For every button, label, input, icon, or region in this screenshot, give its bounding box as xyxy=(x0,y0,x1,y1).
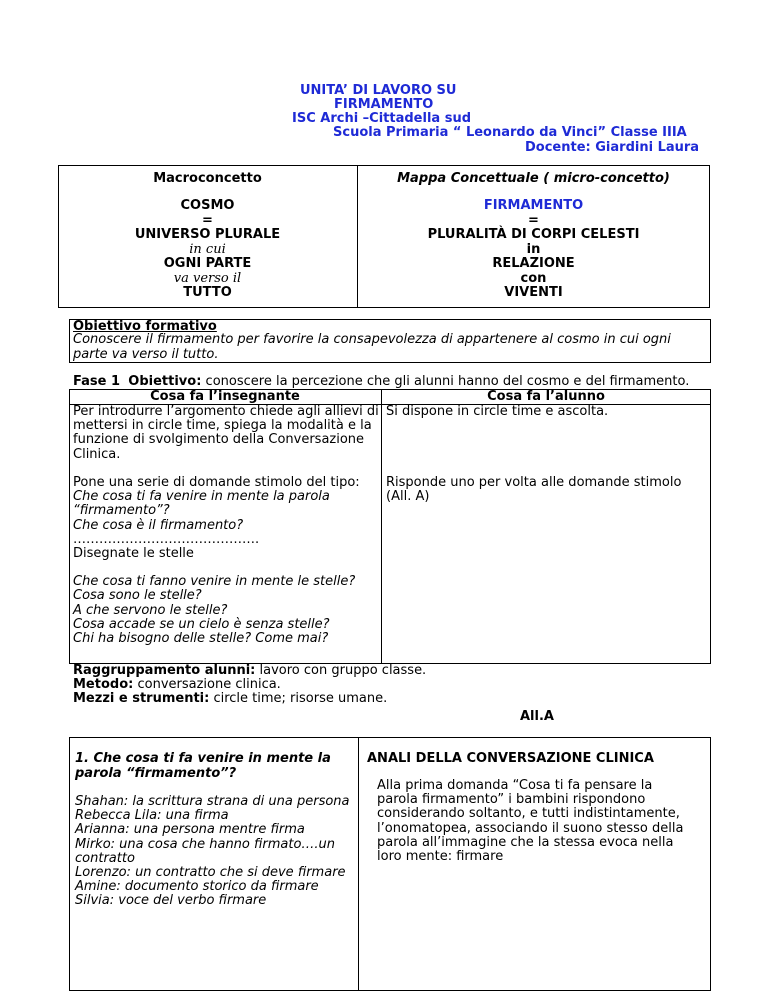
macroconcept-body xyxy=(58,199,357,301)
header-line-1: UNITA’ DI LAVORO SU xyxy=(300,83,457,98)
header-line-4: Scuola Primaria “ Leonardo da Vinci” Classe IIIA xyxy=(333,125,687,140)
attachment-question: 1. Che cosa ti fa venire in mente la parola “firmamento”? xyxy=(75,751,331,781)
tools-text: circle time; risorse umane. xyxy=(209,691,388,707)
phase1-label: Fase 1 xyxy=(73,374,121,389)
analysis-text: Alla prima domanda “Cosa ti fa pensare la parola firmamento” i bambini rispondono considerando soltanto, e tutti indistintamente, l’onomatopea, associando il suono stesso della parola all’immagine che la stessa evoca nella loro mente: firmare xyxy=(377,778,684,865)
macroconcept-line: in cui xyxy=(189,241,226,257)
teacher-question: Cosa sono le stelle? xyxy=(73,588,202,604)
teacher-question: Che cosa ti fanno venire in mente le stelle? xyxy=(73,574,356,590)
teacher-questions xyxy=(73,476,379,646)
attachment-table-divider xyxy=(358,737,359,991)
grouping-label: Raggruppamento alunni: xyxy=(73,663,256,678)
phase1-objective-text: conoscere la percezione che gli alunni hanno del cosmo e del firmamento. xyxy=(201,374,690,389)
teacher-question: A che servono le stelle? xyxy=(73,602,228,618)
teacher-question: Che cosa ti fa venire in mente la parola “firmamento”? xyxy=(73,489,330,519)
method-label: Metodo: xyxy=(73,677,134,693)
macroconcept-line: TUTTO xyxy=(183,285,232,300)
method-text: conversazione clinica. xyxy=(133,677,281,693)
macroconcept-heading: Macroconcetto xyxy=(153,171,262,186)
teacher-paragraph-1: Per introdurre l’argomento chiede agli allievi di mettersi in circle time, spiega la modalità e la funzione di svolgimento della Conversazione Clinica. xyxy=(73,404,379,462)
header-line-2: FIRMAMENTO xyxy=(334,97,434,112)
microconcept-line: con xyxy=(520,270,547,286)
col-student-heading: Cosa fa l’alunno xyxy=(487,389,605,404)
concept-map-heading: Mappa Concettuale ( micro-concetto) xyxy=(397,171,670,186)
answer-item: Shahan: la scrittura strana di una persona xyxy=(75,794,350,809)
microconcept-line: PLURALITÀ DI CORPI CELESTI xyxy=(427,227,640,242)
details-block xyxy=(73,664,426,707)
macroconcept-line: = xyxy=(202,212,213,228)
microconcept-line: FIRMAMENTO xyxy=(483,198,584,213)
objective-title: Obiettivo formativo xyxy=(73,319,217,334)
header-line-5: Docente: Giardini Laura xyxy=(525,140,700,155)
method-line xyxy=(73,678,426,692)
microconcept-line: in xyxy=(526,241,541,257)
tools-label: Mezzi e strumenti: xyxy=(73,691,210,707)
answer-item: Mirko: una cosa che hanno firmato….un contratto xyxy=(75,836,336,866)
macroconcept-line: UNIVERSO PLURALE xyxy=(134,227,281,242)
macroconcept-line: COSMO xyxy=(180,198,235,213)
analysis-title: ANALI DELLA CONVERSAZIONE CLINICA xyxy=(367,751,654,766)
col-teacher-heading: Cosa fa l’insegnante xyxy=(150,389,300,404)
grouping-line xyxy=(73,664,426,678)
teacher-question: Che cosa è il firmamento? xyxy=(73,517,244,533)
macroconcept-line: va verso il xyxy=(173,270,242,286)
microconcept-line: RELAZIONE xyxy=(492,256,575,271)
header-line-3: ISC Archi –Cittadella sud xyxy=(292,111,472,126)
microconcept-line: = xyxy=(528,212,539,228)
teacher-draw-task: Disegnate le stelle xyxy=(73,546,194,562)
tools-line xyxy=(73,692,426,706)
microconcept-line: VIVENTI xyxy=(504,285,563,300)
phase1-objective xyxy=(73,374,689,389)
teacher-questions-intro: Pone una serie di domande stimolo del tipo: xyxy=(73,475,360,490)
answer-item: Arianna: una persona mentre firma xyxy=(75,822,305,838)
student-paragraph-2: Risponde uno per volta alle domande stimolo (All. A) xyxy=(386,475,682,505)
answer-item: Silvia: voce del verbo firmare xyxy=(75,893,267,909)
answers-list xyxy=(75,795,357,909)
grouping-text: lavoro con gruppo classe. xyxy=(255,663,427,678)
teacher-dots: ……………………………………. xyxy=(73,531,260,547)
microconcept-body xyxy=(357,199,710,301)
phase1-table-divider xyxy=(381,389,382,664)
phase1-objective-label: Obiettivo: xyxy=(128,374,202,389)
student-paragraph-1: Si dispone in circle time e ascolta. xyxy=(386,404,609,419)
macroconcept-line: OGNI PARTE xyxy=(163,256,252,271)
teacher-question: Chi ha bisogno delle stelle? Come mai? xyxy=(73,631,329,647)
answer-item: Lorenzo: un contratto che si deve firmare xyxy=(75,865,346,881)
answer-item: Amine: documento storico da firmare xyxy=(75,879,319,895)
objective-text: Conoscere il firmamento per favorire la consapevolezza di appartenere al cosmo in cui ogni parte va verso il tutto. xyxy=(73,332,671,362)
attachment-label: All.A xyxy=(520,709,554,724)
teacher-question: Cosa accade se un cielo è senza stelle? xyxy=(73,616,330,632)
answer-item: Rebecca Lila: una firma xyxy=(75,808,229,824)
